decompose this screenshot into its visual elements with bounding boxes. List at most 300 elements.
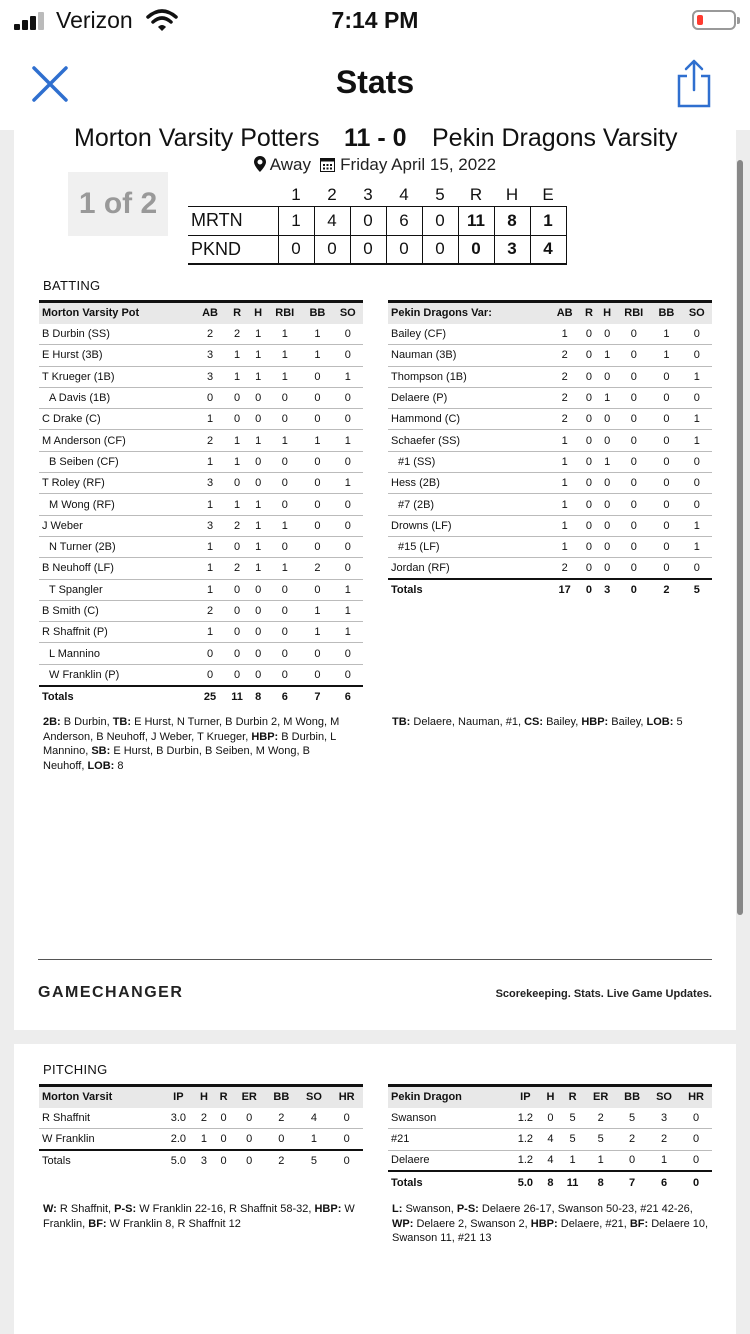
note-key: BF:: [629, 1217, 649, 1230]
totals-cell: 3: [598, 579, 616, 600]
stat-cell: 1: [549, 430, 579, 451]
stat-cell: 0: [598, 366, 616, 387]
stat-cell: 0: [616, 345, 651, 366]
stat-cell: 0: [598, 536, 616, 557]
stat-cell: 0: [651, 387, 681, 408]
player-row: [388, 366, 712, 387]
totals-cell: 25: [195, 686, 225, 707]
stat-cell: 2: [549, 345, 579, 366]
player-row: [39, 451, 363, 472]
totals-cell: 8: [249, 686, 267, 707]
stat-column-header: SO: [298, 1086, 331, 1108]
stat-cell: 0: [682, 345, 712, 366]
stat-cell: 0: [333, 664, 363, 685]
player-row: [39, 558, 363, 579]
totals-cell: 8: [585, 1171, 616, 1192]
stat-cell: 0: [682, 473, 712, 494]
stat-cell: 2: [302, 558, 332, 579]
stat-cell: 0: [580, 387, 598, 408]
home-pitching-notes: [43, 1202, 363, 1231]
note-value: W Franklin 22-16, R Shaffnit 58-32,: [136, 1203, 315, 1215]
linescore-inning-cell: 0: [350, 206, 386, 235]
note-key: HBP:: [530, 1217, 558, 1230]
stat-column-header: H: [249, 302, 267, 324]
stat-cell: 0: [249, 643, 267, 664]
totals-cell: 3: [194, 1150, 214, 1171]
totals-row: [39, 1150, 363, 1171]
totals-row: [388, 579, 712, 600]
stat-cell: 0: [598, 473, 616, 494]
player-row: [388, 473, 712, 494]
stat-cell: 1: [249, 430, 267, 451]
stat-cell: 0: [580, 366, 598, 387]
note-key: HBP:: [314, 1203, 342, 1215]
stat-cell: 1: [267, 558, 302, 579]
player-row: [388, 1150, 712, 1171]
game-date: Friday April 15, 2022: [340, 155, 497, 174]
player-row: [388, 345, 712, 366]
stat-cell: 0: [302, 664, 332, 685]
stat-cell: 0: [302, 409, 332, 430]
totals-cell: 0: [680, 1171, 712, 1192]
stat-column-header: BB: [265, 1086, 298, 1108]
note-key: P-S:: [114, 1203, 137, 1215]
stat-cell: 1: [195, 622, 225, 643]
team-column-header: Morton Varsity Pot: [39, 302, 195, 324]
stat-cell: 0: [682, 324, 712, 345]
linescore-inning-cell: 4: [314, 206, 350, 235]
note-key: WP:: [392, 1217, 414, 1230]
stat-cell: 0: [225, 473, 249, 494]
note-value: B Durbin, L Mannino,: [43, 730, 336, 757]
note-value: E Hurst, N Turner, B Durbin 2, M Wong, M Anderson, B Neuhoff, J Weber, T Krueger,: [43, 716, 340, 743]
stat-cell: 1: [549, 494, 579, 515]
stat-cell: 0: [682, 494, 712, 515]
player-row: [388, 494, 712, 515]
footer-divider: [38, 959, 712, 960]
stat-cell: 0: [267, 622, 302, 643]
share-icon[interactable]: [674, 58, 714, 108]
stat-cell: 1: [267, 324, 302, 345]
player-name: M Wong (RF): [39, 494, 195, 515]
stat-column-header: H: [598, 302, 616, 324]
stat-cell: 2: [265, 1108, 298, 1129]
home-team-name: Morton Varsity Potters: [74, 128, 320, 152]
stat-cell: 2: [648, 1129, 680, 1150]
stat-cell: 1: [225, 430, 249, 451]
stat-column-header: R: [225, 302, 249, 324]
note-key: LOB:: [646, 716, 674, 728]
stat-cell: 0: [616, 366, 651, 387]
home-batting-notes: [43, 715, 343, 773]
stat-cell: 0: [616, 558, 651, 579]
stat-cell: 1: [195, 558, 225, 579]
stat-column-header: R: [560, 1086, 585, 1108]
stat-cell: 0: [302, 515, 332, 536]
player-name: W Franklin: [39, 1129, 163, 1150]
stat-header-row: [388, 1086, 712, 1108]
stat-cell: 0: [651, 558, 681, 579]
player-name: M Anderson (CF): [39, 430, 195, 451]
stat-cell: 1: [598, 345, 616, 366]
linescore-inning-cell: 0: [314, 235, 350, 264]
stat-column-header: BB: [651, 302, 681, 324]
stat-cell: 0: [680, 1108, 712, 1129]
player-row: [388, 1108, 712, 1129]
stat-cell: 0: [233, 1129, 265, 1150]
totals-cell: 5.0: [163, 1150, 195, 1171]
stat-cell: 0: [249, 387, 267, 408]
linescore-inning-cell: 1: [278, 206, 314, 235]
player-row: [39, 622, 363, 643]
stat-cell: 0: [580, 324, 598, 345]
stat-cell: 1: [333, 366, 363, 387]
stat-cell: 0: [651, 536, 681, 557]
stat-cell: 2: [195, 600, 225, 621]
stat-cell: 0: [682, 387, 712, 408]
stat-column-header: SO: [682, 302, 712, 324]
stat-cell: 0: [333, 387, 363, 408]
stat-cell: 1: [549, 473, 579, 494]
note-value: Bailey,: [543, 716, 582, 728]
stat-cell: 2: [616, 1129, 648, 1150]
stat-cell: 0: [651, 409, 681, 430]
totals-cell: 7: [616, 1171, 648, 1192]
stat-cell: 0: [333, 494, 363, 515]
stat-cell: 0: [580, 409, 598, 430]
totals-cell: 11: [560, 1171, 585, 1192]
stat-cell: 2: [195, 324, 225, 345]
stat-cell: 2: [549, 387, 579, 408]
stat-cell: 1: [225, 494, 249, 515]
stat-cell: 0: [302, 579, 332, 600]
clock: 7:14 PM: [331, 7, 419, 33]
linescore-inning-cell: 0: [422, 206, 458, 235]
stat-cell: 5: [560, 1129, 585, 1150]
stat-cell: 1: [560, 1150, 585, 1171]
stat-cell: 0: [616, 324, 651, 345]
player-name: N Turner (2B): [39, 536, 195, 557]
player-row: [388, 387, 712, 408]
stat-cell: 1: [267, 366, 302, 387]
box-score-page-2: [14, 1044, 736, 1334]
linescore-inning-cell: 0: [422, 235, 458, 264]
player-row: [39, 366, 363, 387]
stat-cell: 1: [333, 430, 363, 451]
stat-column-header: RBI: [267, 302, 302, 324]
stat-cell: 0: [598, 409, 616, 430]
totals-cell: 0: [616, 579, 651, 600]
totals-cell: 0: [214, 1150, 234, 1171]
stat-cell: 0: [651, 494, 681, 515]
totals-cell: 6: [333, 686, 363, 707]
stat-cell: 0: [302, 643, 332, 664]
stat-cell: 0: [616, 473, 651, 494]
stat-cell: 0: [302, 473, 332, 494]
stat-cell: 0: [225, 622, 249, 643]
stat-cell: 0: [616, 1150, 648, 1171]
linescore-header-cell: E: [542, 184, 554, 204]
totals-cell: 8: [541, 1171, 560, 1192]
stat-cell: 0: [225, 643, 249, 664]
stat-cell: 0: [302, 536, 332, 557]
stat-cell: 1: [651, 324, 681, 345]
player-name: Schaefer (SS): [388, 430, 549, 451]
player-name: Thompson (1B): [388, 366, 549, 387]
stat-cell: 0: [195, 643, 225, 664]
stat-cell: 0: [333, 345, 363, 366]
stat-cell: 0: [616, 515, 651, 536]
stat-cell: 2: [225, 558, 249, 579]
note-key: TB:: [392, 716, 411, 728]
stat-cell: 1: [249, 558, 267, 579]
note-value: Delaere, Nauman, #1,: [410, 716, 525, 728]
stat-cell: 0: [214, 1108, 234, 1129]
page-title: Stats: [335, 64, 415, 100]
player-row: [388, 409, 712, 430]
totals-cell: 6: [648, 1171, 680, 1192]
stat-cell: 0: [267, 579, 302, 600]
stat-cell: 0: [267, 536, 302, 557]
linescore-team: MRTN: [188, 206, 278, 235]
stat-cell: 1: [249, 366, 267, 387]
player-row: [39, 473, 363, 494]
stat-cell: 1: [333, 579, 363, 600]
home-batting-table: [39, 300, 363, 707]
stat-cell: 0: [580, 515, 598, 536]
stat-cell: 0: [651, 366, 681, 387]
calendar-icon: [320, 157, 335, 172]
stat-cell: 0: [195, 387, 225, 408]
stat-cell: 0: [598, 324, 616, 345]
stat-cell: 5: [560, 1108, 585, 1129]
note-key: HBP:: [251, 730, 279, 743]
stat-cell: 0: [541, 1108, 560, 1129]
stat-cell: 1.2: [510, 1129, 541, 1150]
stat-cell: 0: [598, 430, 616, 451]
linescore-header-cell: 5: [435, 184, 445, 204]
stat-cell: 1: [333, 473, 363, 494]
stat-cell: 1: [195, 409, 225, 430]
stat-column-header: HR: [330, 1086, 363, 1108]
linescore-inning-cell: 0: [386, 235, 422, 264]
stat-cell: 1: [648, 1150, 680, 1171]
note-value: W Franklin,: [43, 1203, 355, 1230]
stat-cell: 0: [225, 387, 249, 408]
note-key: L:: [392, 1203, 403, 1215]
stat-cell: 1: [267, 345, 302, 366]
stat-cell: 2: [225, 324, 249, 345]
stat-cell: 1: [195, 494, 225, 515]
stat-cell: 0: [333, 643, 363, 664]
stat-cell: 0: [330, 1129, 363, 1150]
stat-cell: 0: [267, 409, 302, 430]
stat-header-row: [388, 302, 712, 324]
linescore-inning-cell: 0: [350, 235, 386, 264]
stat-cell: 1: [194, 1129, 214, 1150]
player-name: Nauman (3B): [388, 345, 549, 366]
stat-cell: 0: [267, 494, 302, 515]
stat-column-header: AB: [549, 302, 579, 324]
note-key: W:: [43, 1203, 57, 1215]
stat-cell: 2.0: [163, 1129, 195, 1150]
stat-column-header: R: [580, 302, 598, 324]
note-key: SB:: [91, 745, 111, 757]
stat-cell: 0: [580, 430, 598, 451]
player-row: [39, 345, 363, 366]
stat-cell: 0: [267, 664, 302, 685]
stat-cell: 0: [580, 494, 598, 515]
stat-cell: 0: [249, 409, 267, 430]
stat-cell: 0: [598, 515, 616, 536]
totals-cell: 17: [549, 579, 579, 600]
away-batting-notes: [392, 715, 712, 730]
player-row: [388, 451, 712, 472]
stat-cell: 1: [682, 536, 712, 557]
stat-cell: 1: [195, 536, 225, 557]
stat-cell: 0: [333, 536, 363, 557]
stat-cell: 2: [549, 366, 579, 387]
note-value: W Franklin 8, R Shaffnit 12: [106, 1217, 241, 1230]
note-value: Delaere, #21,: [557, 1217, 630, 1230]
linescore-r-cell: 0: [458, 235, 494, 264]
player-name: T Krueger (1B): [39, 366, 195, 387]
stat-cell: 1: [298, 1129, 331, 1150]
stat-cell: 0: [651, 430, 681, 451]
stat-cell: 0: [598, 494, 616, 515]
stat-cell: 1: [302, 622, 332, 643]
game-location: Away: [269, 155, 311, 174]
stat-cell: 2: [195, 430, 225, 451]
totals-cell: 0: [330, 1150, 363, 1171]
totals-label: Totals: [39, 686, 195, 707]
player-name: B Durbin (SS): [39, 324, 195, 345]
totals-cell: 11: [225, 686, 249, 707]
stat-cell: 0: [265, 1129, 298, 1150]
stat-cell: 0: [249, 664, 267, 685]
stat-column-header: ER: [233, 1086, 265, 1108]
player-name: Hammond (C): [388, 409, 549, 430]
totals-cell: 0: [233, 1150, 265, 1171]
stat-cell: 1: [585, 1150, 616, 1171]
stat-cell: 0: [225, 664, 249, 685]
stat-cell: 1: [333, 600, 363, 621]
note-key: HBP:: [581, 716, 609, 728]
player-row: [388, 515, 712, 536]
stat-cell: 0: [225, 409, 249, 430]
player-name: Jordan (RF): [388, 558, 549, 579]
stat-cell: 0: [233, 1108, 265, 1129]
stat-cell: 1: [249, 324, 267, 345]
note-key: 2B:: [43, 716, 61, 728]
player-row: [39, 643, 363, 664]
stat-column-header: SO: [648, 1086, 680, 1108]
stat-cell: 0: [267, 600, 302, 621]
stat-column-header: H: [194, 1086, 214, 1108]
note-value: 8: [114, 759, 124, 772]
linescore-h-cell: 3: [494, 235, 530, 264]
stat-cell: 2: [549, 558, 579, 579]
stat-cell: 1: [682, 515, 712, 536]
stat-column-header: SO: [333, 302, 363, 324]
totals-row: [388, 1171, 712, 1192]
linescore-header-cell: 4: [399, 184, 409, 204]
status-bar: [0, 0, 750, 40]
stat-cell: 5: [585, 1129, 616, 1150]
player-name: B Seiben (CF): [39, 451, 195, 472]
stat-cell: 1: [682, 430, 712, 451]
totals-cell: 5: [298, 1150, 331, 1171]
stat-cell: 0: [302, 451, 332, 472]
stat-cell: 1: [682, 409, 712, 430]
note-value: E Hurst, B Durbin, B Seiben, M Wong, B Neuhoff,: [43, 745, 310, 772]
stat-cell: 1: [225, 345, 249, 366]
player-name: R Shaffnit (P): [39, 622, 195, 643]
player-name: #15 (LF): [388, 536, 549, 557]
totals-label: Totals: [388, 1171, 510, 1192]
stat-cell: 3.0: [163, 1108, 195, 1129]
stat-column-header: BB: [616, 1086, 648, 1108]
stat-cell: 4: [541, 1150, 560, 1171]
player-row: [39, 1129, 363, 1150]
carrier-label: Verizon: [56, 7, 133, 33]
stat-cell: 0: [680, 1150, 712, 1171]
player-row: [39, 430, 363, 451]
stat-cell: 4: [298, 1108, 331, 1129]
linescore-inning-cell: 0: [278, 235, 314, 264]
player-name: C Drake (C): [39, 409, 195, 430]
stat-cell: 3: [195, 366, 225, 387]
team-column-header: Pekin Dragons Var:: [388, 302, 549, 324]
scrollbar[interactable]: [737, 160, 743, 915]
totals-label: Totals: [388, 579, 549, 600]
player-name: B Smith (C): [39, 600, 195, 621]
stat-cell: 0: [249, 451, 267, 472]
linescore-header-cell: 2: [327, 184, 337, 204]
stat-cell: 1.2: [510, 1108, 541, 1129]
note-value: 5: [673, 716, 683, 728]
stat-cell: 5: [616, 1108, 648, 1129]
stat-cell: 0: [249, 600, 267, 621]
stat-cell: 1: [302, 430, 332, 451]
note-key: LOB:: [87, 759, 115, 772]
stat-cell: 0: [616, 430, 651, 451]
stat-cell: 1: [598, 451, 616, 472]
linescore-header-cell: 1: [291, 184, 301, 204]
final-score: 11 - 0: [344, 128, 407, 152]
totals-cell: 6: [267, 686, 302, 707]
stat-cell: 0: [225, 600, 249, 621]
stat-header-row: [39, 302, 363, 324]
player-row: [388, 324, 712, 345]
stat-cell: 3: [195, 515, 225, 536]
stat-column-header: BB: [302, 302, 332, 324]
stat-cell: 1: [267, 430, 302, 451]
player-row: [388, 430, 712, 451]
player-row: [39, 494, 363, 515]
player-name: #1 (SS): [388, 451, 549, 472]
stat-cell: 2: [225, 515, 249, 536]
totals-row: [39, 686, 363, 707]
player-row: [39, 387, 363, 408]
stat-cell: 0: [267, 387, 302, 408]
stat-cell: 0: [680, 1129, 712, 1150]
stat-cell: 0: [267, 451, 302, 472]
stat-cell: 1: [302, 600, 332, 621]
player-name: Swanson: [388, 1108, 510, 1129]
away-pitching-table: [388, 1084, 712, 1193]
note-value: R Shaffnit,: [56, 1203, 115, 1215]
